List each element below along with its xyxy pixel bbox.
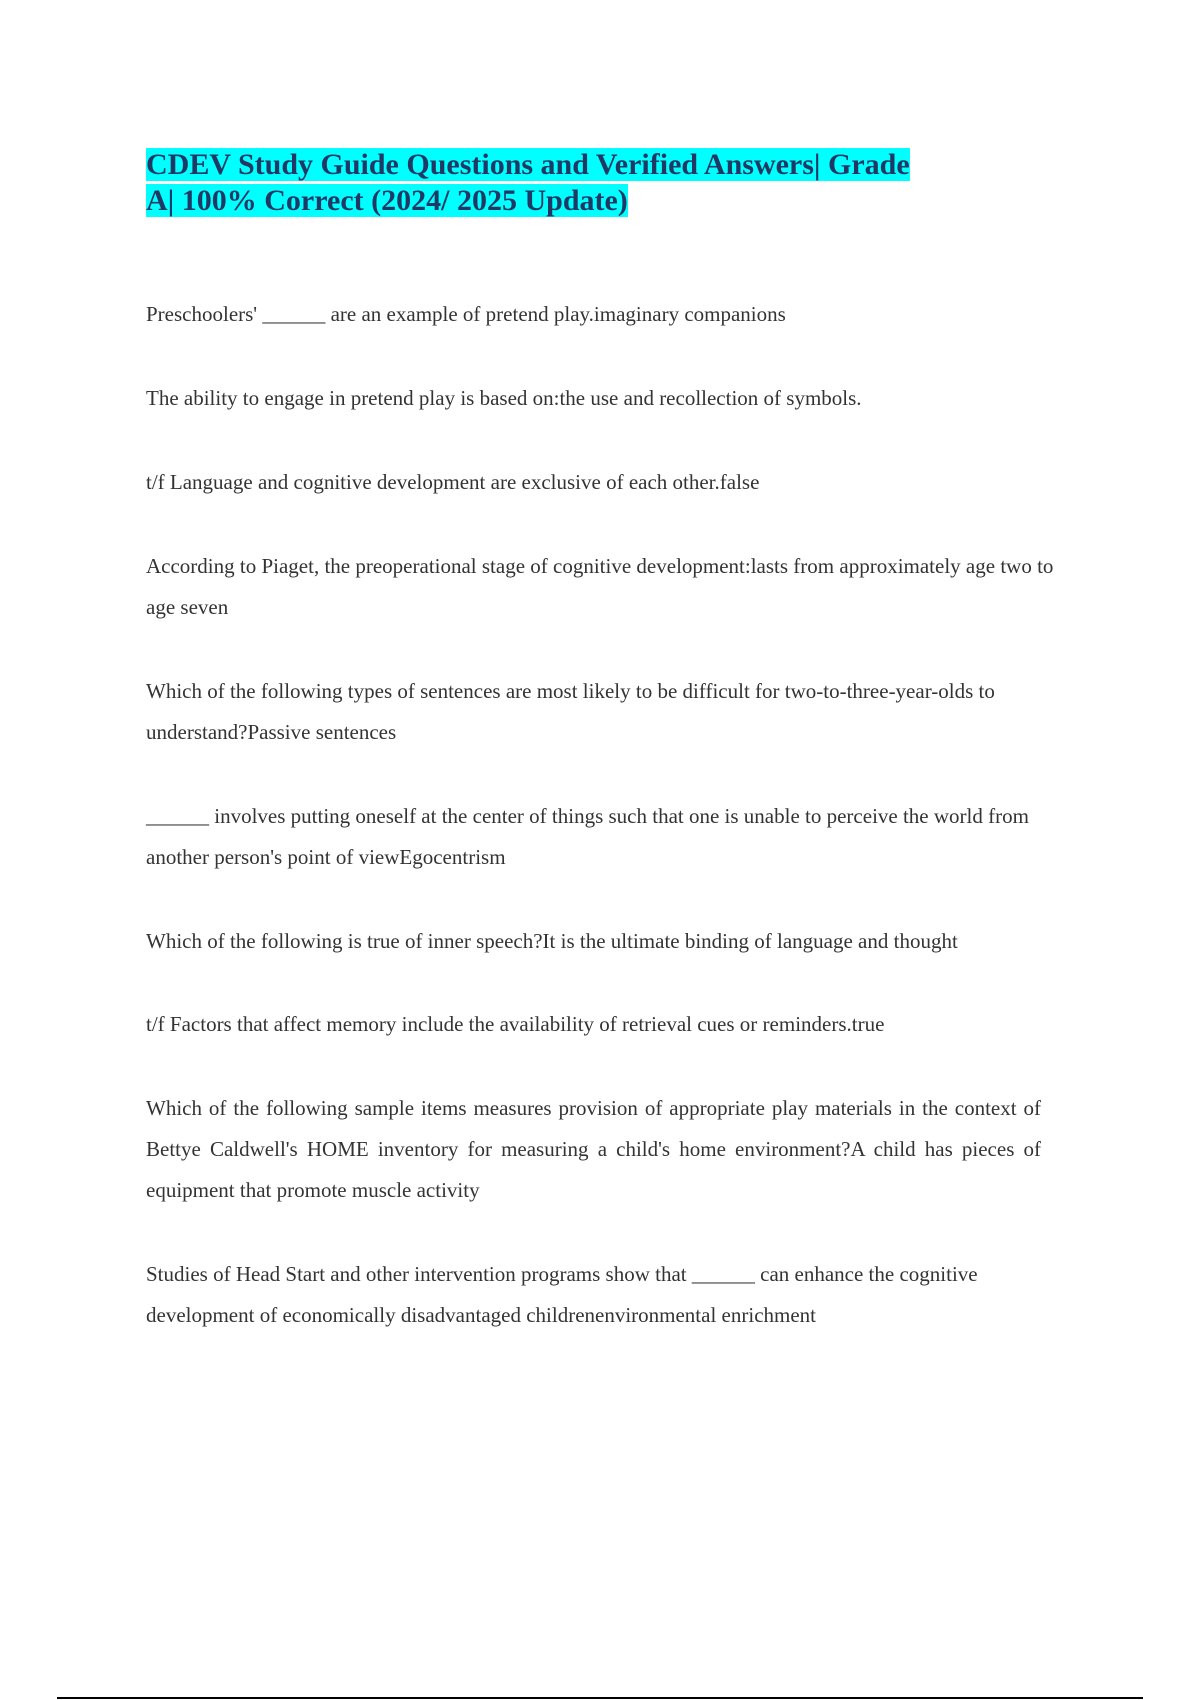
title-line-1: CDEV Study Guide Questions and Verified Answers| Grade: [146, 148, 910, 181]
qa-item: ______ involves putting oneself at the center of things such that one is unable to perceive the world from another person's point of viewEgocentrism: [146, 804, 1029, 869]
title-block: [146, 147, 1006, 219]
page-title: [146, 147, 1006, 219]
title-line-2: A| 100% Correct (2024/ 2025 Update): [146, 184, 628, 217]
footer-rule: [57, 1697, 1143, 1699]
qa-item: According to Piaget, the preoperational stage of cognitive development:lasts from approximately age two to age seven: [146, 554, 1054, 619]
qa-item: Preschoolers' ______ are an example of pretend play.imaginary companions: [146, 302, 786, 326]
qa-item: Studies of Head Start and other intervention programs show that ______ can enhance the cognitive development of economically disadvantaged childrenenvironmental enrichment: [146, 1262, 978, 1327]
qa-item: The ability to engage in pretend play is based on:the use and recollection of symbols.: [146, 386, 862, 410]
qa-item: t/f Factors that affect memory include the availability of retrieval cues or reminders.true: [146, 1012, 885, 1036]
qa-item: Which of the following types of sentences are most likely to be difficult for two-to-three-year-olds to understand?Passive sentences: [146, 679, 995, 744]
qa-item: t/f Language and cognitive development are exclusive of each other.false: [146, 470, 760, 494]
qa-item: Which of the following sample items measures provision of appropriate play materials in the context of Bettye Caldwell's HOME inventory for measuring a child's home environment?A child has pieces of equipment that promote muscle activity: [146, 1096, 1041, 1202]
qa-item: Which of the following is true of inner speech?It is the ultimate binding of language and thought: [146, 929, 958, 953]
